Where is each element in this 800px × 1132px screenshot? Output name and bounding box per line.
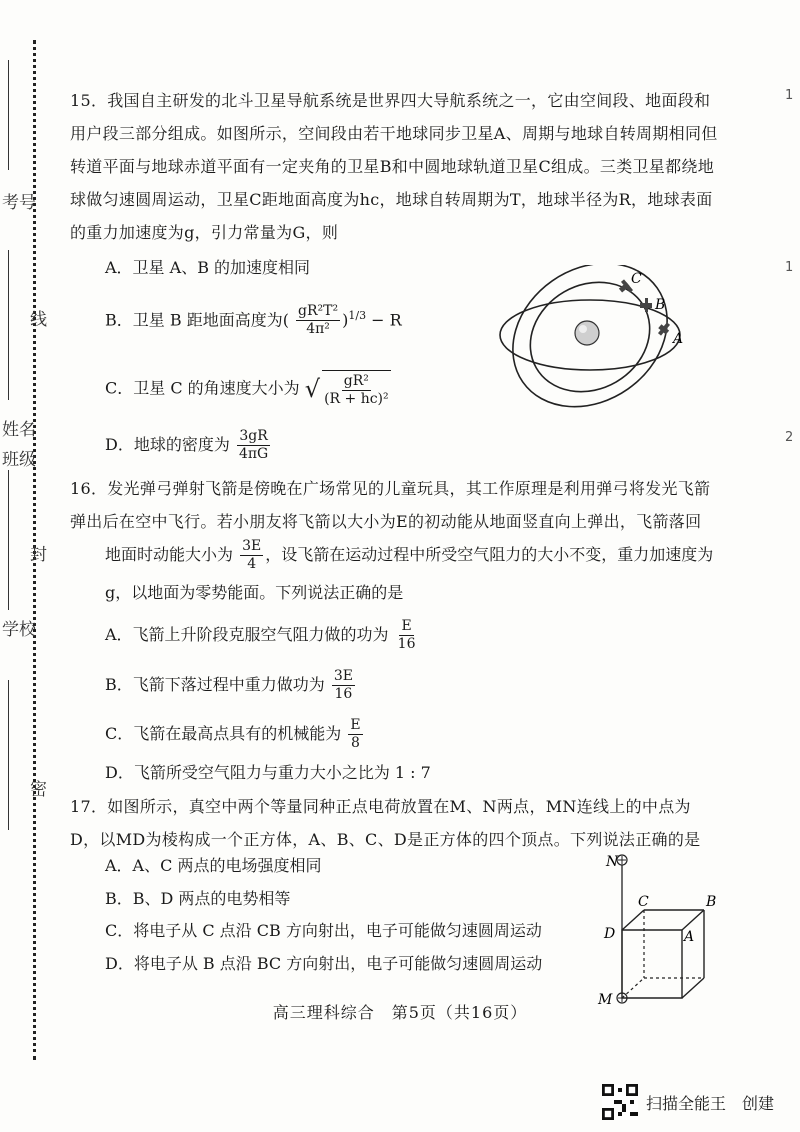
q16-option-c-fraction [348,717,362,752]
q17-option-b: B．B、D 两点的电势相等 [105,889,291,908]
cube-hidden-edges [622,910,704,998]
edge-fragment: 2 [785,430,794,445]
satellite-b-icon [640,298,652,312]
label-a: A [673,331,684,347]
q16-option-a-num: E [401,618,412,634]
edge-fragment: 1 [785,88,794,103]
satellite-a-icon [658,322,670,335]
label-n: N [606,854,619,870]
q16-option-d: D．飞箭所受空气阻力与重力大小之比为 1 : 7 [105,763,431,782]
page-footer: 高三理科综合 第5页（共16页） [272,1003,528,1022]
q15-option-b-num: gR²T² [298,303,339,320]
q16-stem-1: 16．发光弹弓弹射飞箭是傍晚在广场常见的儿童玩具，其工作原理是利用弹弓将发光飞箭弹出后在空中飞行。若小朋友将飞箭以大小为E的初动能从地面竖直向上弹出，飞箭落回 [70,479,711,531]
q16-option-c [105,717,365,752]
q16-option-b-label: B．飞箭下落过程中重力做功为 [105,675,325,694]
q15-option-a: A．卫星 A、B 的加速度相同 [105,258,311,277]
q17-stem: 17．如图所示，真空中两个等量同种正点电荷放置在M、N两点，MN连线上的中点为D，以MD为棱构成一个正方体，A、B、C、D是正方体的四个顶点。下列说法正确的是 [70,797,701,849]
meo-orbit [495,265,695,425]
q16-stem-3: g，以地面为零势能面。下列说法正确的是 [105,583,404,602]
margin-label-name: 姓名 [2,420,36,440]
q16-stem-den: 4 [247,556,257,572]
q15-option-c-fraction [322,370,391,408]
q16-option-c-den: 8 [351,735,360,751]
q15-option-c-den: (R + hc)² [324,391,389,407]
q15-option-d-fraction [237,428,270,463]
margin-label-class: 班级 [2,450,36,470]
label-a: A [684,929,695,945]
q17-cube-figure [588,848,728,1008]
q15-orbit-figure [495,265,705,425]
q16-option-a-fraction [396,618,418,653]
q16-option-b-den: 16 [334,686,353,702]
label-c: C [638,894,649,910]
q16-stem-num: 3E [242,538,262,554]
q15-option-b-label: B．卫星 B 距地面高度为 [105,310,283,330]
sqrt-sign-icon: √ [304,375,321,403]
earth-icon [575,321,599,345]
q15-option-d-label: D．地球的密度为 [105,435,230,454]
q16-stem-2 [105,538,713,573]
q15-option-c [105,370,393,408]
label-m: M [598,992,613,1008]
margin-label-school: 学校 [2,620,36,640]
q15-option-b-den: 4π² [306,321,330,338]
label-b: B [706,894,717,910]
q16-option-b-num: 3E [333,668,353,684]
q16-stem-2-b: ，设飞箭在运动过程中所受空气阻力的大小不变，重力加速度为 [265,545,714,564]
margin-label-secret: 密 [30,780,47,800]
q15-option-b-tail: − R [371,310,402,330]
q16-stem-2-a: 地面时动能大小为 [105,545,234,564]
margin-label-line: 线 [30,310,47,330]
q15-option-c-label: C．卫星 C 的角速度大小为 [105,378,300,398]
q15-option-d [105,428,272,463]
q15-stem: 15．我国自主研发的北斗卫星导航系统是世界四大导航系统之一，它由空间段、地面段和用户段三部分组成。如图所示，空间段由若干地球同步卫星A、周期与地球自转周期相同但转道平面与地球赤道平面有一定夹角的卫星B和中圆地球轨道卫星C组成。三类卫星都绕地球做匀速圆周运动，卫星C距地面高度为hc，地球自转周期为T，地球半径为R，地球表面的重力加速度为g，引力常量为G，则 [70,91,718,242]
q17-option-d: D．将电子从 B 点沿 BC 方向射出，电子可能做匀速圆周运动 [105,954,543,973]
q16-option-a-label: A．飞箭上升阶段克服空气阻力做的功为 [105,625,389,644]
earth-highlight [579,325,587,333]
q15-option-b-fraction [296,303,340,338]
label-b: B [655,297,666,313]
edge-fragment: 1 [785,260,794,275]
q17-option-c: C．将电子从 C 点沿 CB 方向射出，电子可能做匀速圆周运动 [105,921,542,940]
q15-option-b: B．卫星 B 距地面高度为( $\frac{\text{gR²T²}}{\text{4π²}}$ )$^{1/3}$ − R [105,303,402,338]
label-c: C [631,271,642,287]
q15-option-b-exponent: 1/3 [348,309,367,322]
q16-option-c-num: E [350,717,361,733]
q16-option-c-label: C．飞箭在最高点具有的机械能为 [105,724,342,743]
scanner-text: 扫描全能王 创建 [645,1093,774,1113]
qr-code-icon [602,1084,638,1120]
q17-option-a: A．A、C 两点的电场强度相同 [105,856,322,875]
margin-label-exam-no: 考号 [2,193,36,213]
scanner-watermark [602,1084,774,1120]
q15-option-d-den: 4πG [238,446,269,462]
margin-label-seal: 封 [30,545,47,565]
cube-edges [622,910,704,998]
q16-option-a-den: 16 [397,636,416,652]
q16-option-b-fraction [332,668,355,703]
q15-option-c-num: gR² [343,373,369,389]
q16-option-a [105,618,419,653]
q16-stem-fraction [240,538,263,573]
q16-option-b [105,668,357,703]
q15-option-d-num: 3gR [239,428,268,444]
label-d: D [604,926,616,942]
